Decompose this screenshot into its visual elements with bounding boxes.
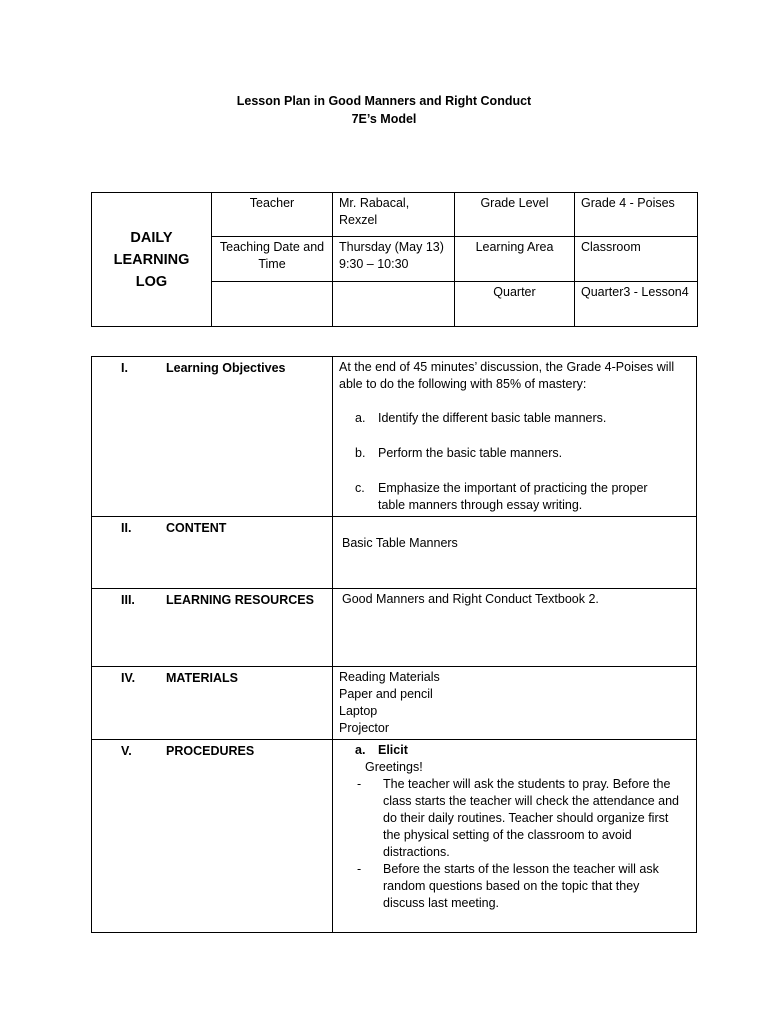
empty-cell (212, 282, 333, 327)
greeting-text: Greetings! (365, 760, 423, 774)
empty-cell (333, 282, 455, 327)
objective-item: a. Identify the different basic table manners. (355, 411, 607, 425)
material-item: Reading Materials (339, 670, 440, 684)
material-item: Projector (339, 721, 390, 735)
doc-subtitle: 7E’s Model (351, 112, 417, 126)
lesson-plan-table (91, 356, 697, 933)
quarter-value: Quarter3 - Lesson4 (575, 282, 698, 327)
procedure-bullet: - The teacher will ask the students to pray. Before the class starts the teacher will check the attendance and do their daily routines. Teacher should organize first the physical setting of the classroom to avoid distractions. (357, 777, 679, 859)
material-item: Laptop (339, 704, 378, 718)
objective-item: b. Perform the basic table manners. (355, 446, 563, 460)
grade-level-label: Grade Level (455, 193, 575, 237)
teacher-label: Teacher (212, 193, 333, 237)
objective-item: c. Emphasize the important of practicing the proper table manners through essay writing. (355, 481, 648, 512)
teaching-date-label: Teaching Date and Time (212, 237, 333, 282)
procedure-step: a. Elicit (355, 743, 408, 757)
resources-row (92, 589, 697, 667)
daily-learning-log-table (91, 192, 698, 327)
teacher-value: Mr. Rabacal, Rexzel (333, 193, 455, 237)
objectives-row (92, 357, 697, 517)
content-row (92, 517, 697, 589)
materials-row (92, 667, 697, 740)
resources-value: Good Manners and Right Conduct Textbook 2. (333, 589, 697, 667)
procedures-value (333, 740, 697, 933)
material-item: Paper and pencil (339, 687, 433, 701)
learning-area-value: Classroom (575, 237, 698, 282)
materials-value (333, 667, 697, 740)
materials-label-cell: IV. MATERIALS (92, 667, 333, 740)
procedures-row (92, 740, 697, 933)
teaching-date-value: Thursday (May 13) 9:30 – 10:30 (333, 237, 455, 282)
objectives-value: At the end of 45 minutes’ discussion, the Grade 4-Poises will able to do the following with 85% of mastery: a. Identify the different basic table manners. b. Perform the basic table manners. c. Emphasize the important of practicing the proper table manners through essay writing. (333, 357, 697, 517)
procedures-label-cell: V. PROCEDURES (92, 740, 333, 933)
resources-label-cell: III. LEARNING RESOURCES (92, 589, 333, 667)
grade-level-value: Grade 4 - Poises (575, 193, 698, 237)
daily-learning-log-label: DAILY LEARNING LOG (92, 193, 212, 327)
learning-area-label: Learning Area (455, 237, 575, 282)
content-value: Basic Table Manners (333, 517, 697, 589)
quarter-label: Quarter (455, 282, 575, 327)
procedure-bullet: - Before the starts of the lesson the teacher will ask random questions based on the topic that they discuss last meeting. (357, 862, 659, 910)
objectives-label-cell: I. Learning Objectives (92, 357, 333, 517)
doc-title: Lesson Plan in Good Manners and Right Conduct (236, 94, 532, 108)
content-label-cell: II. CONTENT (92, 517, 333, 589)
